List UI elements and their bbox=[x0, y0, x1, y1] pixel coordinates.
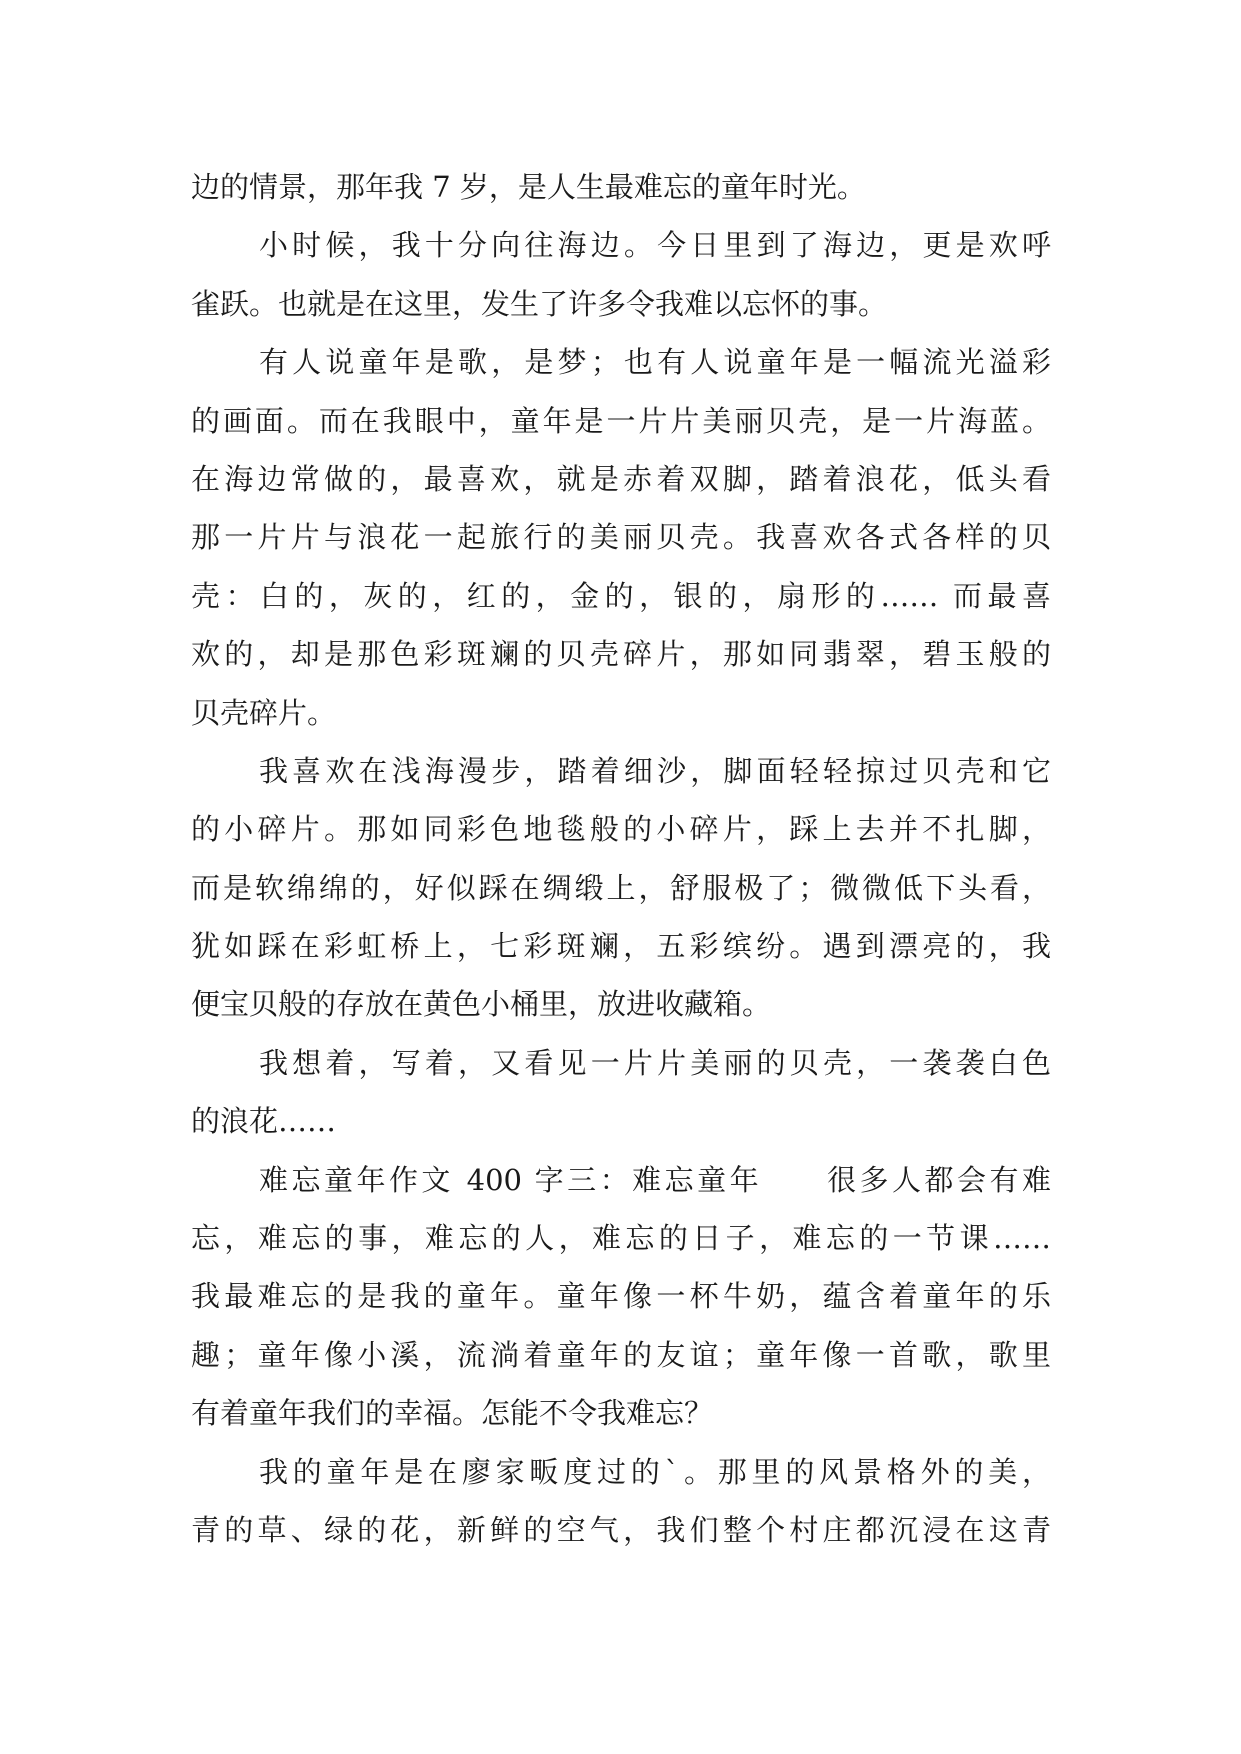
text-line: 在海边常做的，最喜欢，就是赤着双脚，踏着浪花，低头看 bbox=[191, 461, 1051, 496]
text-line: 小时候，我十分向往海边。今日里到了海边，更是欢呼 bbox=[259, 228, 1051, 263]
text-line: 犹如踩在彩虹桥上，七彩斑斓，五彩缤纷。遇到漂亮的，我 bbox=[191, 929, 1051, 964]
text-line: 我喜欢在浅海漫步，踏着细沙，脚面轻轻掠过贝壳和它 bbox=[259, 753, 1051, 788]
text-line: 忘，难忘的事，难忘的人，难忘的日子，难忘的一节课…… bbox=[191, 1221, 1051, 1256]
text-line: 欢的，却是那色彩斑斓的贝壳碎片，那如同翡翠，碧玉般的 bbox=[191, 637, 1051, 672]
text-line: 而是软绵绵的，好似踩在绸缎上，舒服极了；微微低下头看， bbox=[191, 870, 1051, 905]
text-line: 有人说童年是歌，是梦；也有人说童年是一幅流光溢彩 bbox=[259, 345, 1051, 380]
text-line: 有着童年我们的幸福。怎能不令我难忘？ bbox=[191, 1396, 714, 1431]
document-body bbox=[191, 158, 1051, 1559]
text-line: 边的情景，那年我 7 岁，是人生最难忘的童年时光。 bbox=[191, 170, 866, 204]
text-line: 的浪花…… bbox=[191, 1104, 337, 1139]
text-line: 我最难忘的是我的童年。童年像一杯牛奶，蕴含着童年的乐 bbox=[191, 1279, 1051, 1314]
text-line: 趣；童年像小溪，流淌着童年的友谊；童年像一首歌，歌里 bbox=[191, 1337, 1051, 1372]
text-line: 的画面。而在我眼中，童年是一片片美丽贝壳，是一片海蓝。 bbox=[191, 403, 1051, 438]
text-line: 难忘童年作文 400 字三：难忘童年 很多人都会有难 bbox=[259, 1162, 1051, 1197]
text-line: 青的草、绿的花，新鲜的空气，我们整个村庄都沉浸在这青 bbox=[191, 1512, 1051, 1547]
text-line: 壳：白的，灰的，红的，金的，银的，扇形的…… 而最喜 bbox=[191, 578, 1051, 613]
text-line: 的小碎片。那如同彩色地毯般的小碎片，踩上去并不扎脚， bbox=[191, 812, 1051, 847]
text-line: 贝壳碎片。 bbox=[191, 695, 337, 730]
text-line: 我想着，写着，又看见一片片美丽的贝壳，一袭袭白色 bbox=[259, 1045, 1051, 1080]
text-line: 便宝贝般的存放在黄色小桶里，放进收藏箱。 bbox=[191, 987, 772, 1022]
text-line: 雀跃。也就是在这里，发生了许多令我难以忘怀的事。 bbox=[191, 286, 888, 321]
text-line: 那一片片与浪花一起旅行的美丽贝壳。我喜欢各式各样的贝 bbox=[191, 520, 1051, 555]
text-line: 我的童年是在廖家畈度过的`。那里的风景格外的美， bbox=[259, 1454, 1051, 1489]
